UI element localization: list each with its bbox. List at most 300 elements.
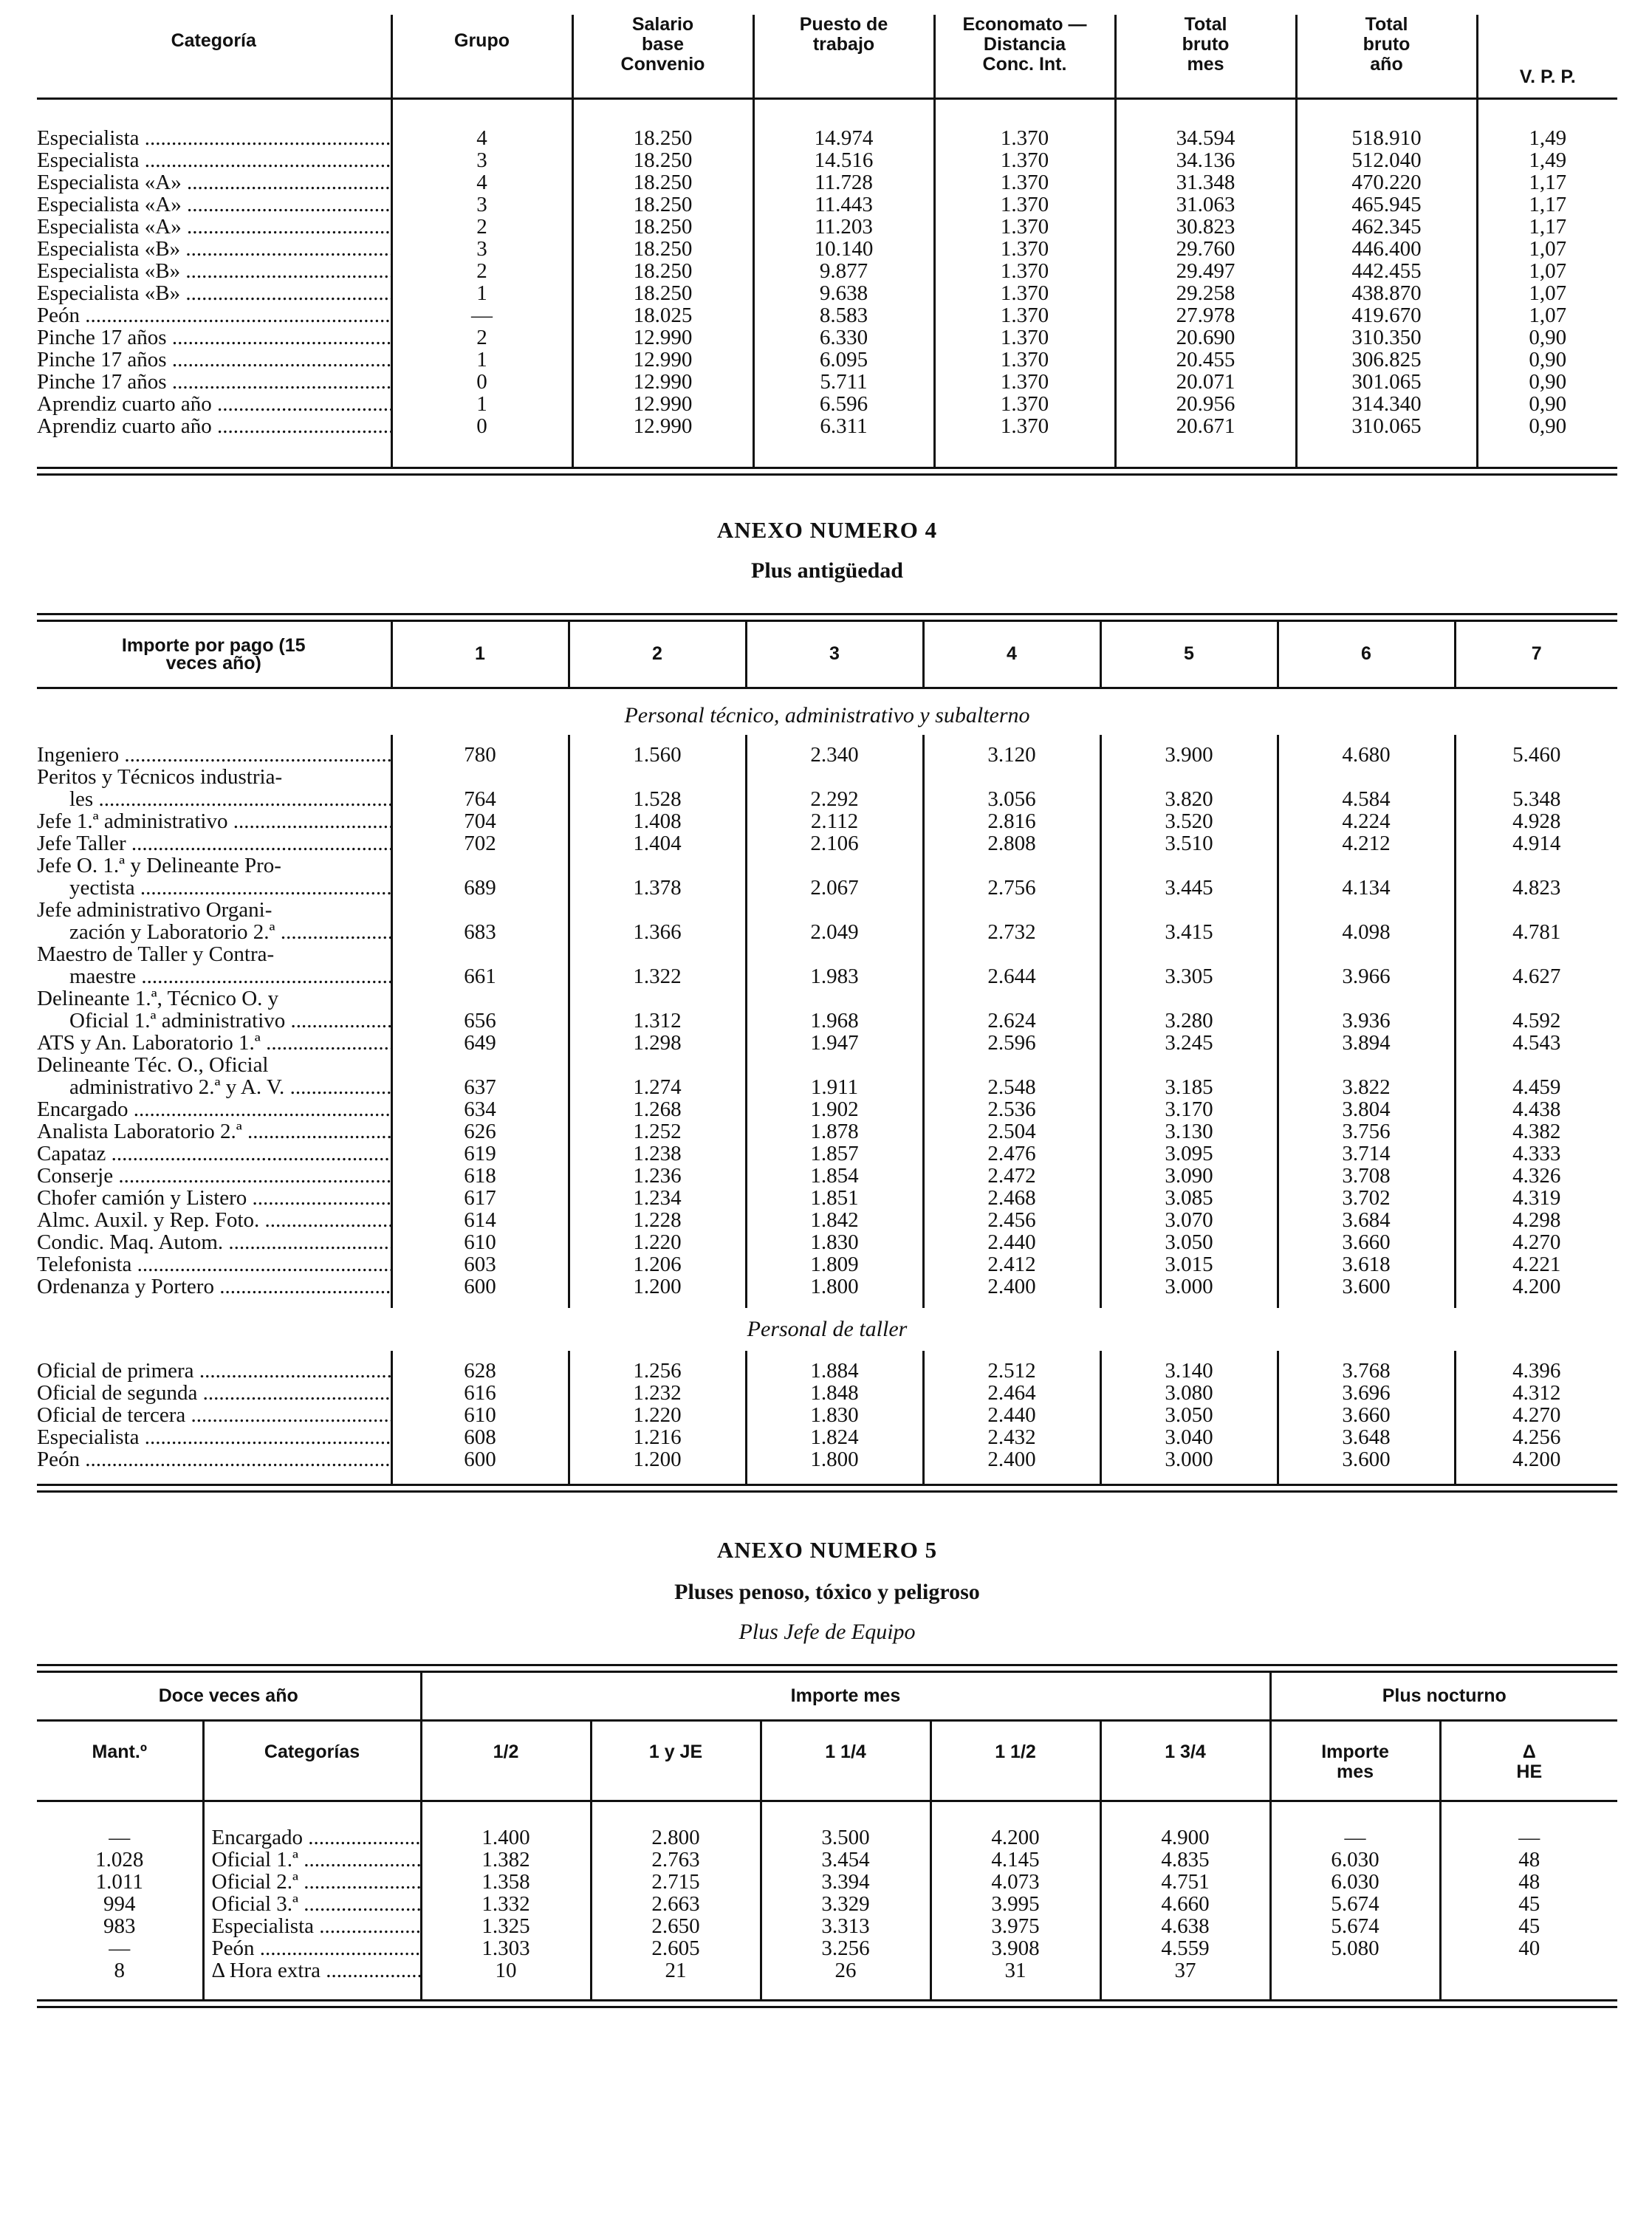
value-cell: 1.528 — [569, 788, 746, 810]
table-row-continuation — [37, 965, 1617, 987]
value-cell: 3.130 — [1100, 1120, 1278, 1143]
value-cell: 2.456 — [923, 1209, 1100, 1231]
seniority-header — [37, 622, 1617, 687]
value-cell: 2.763 — [591, 1849, 761, 1871]
value-cell: 4.145 — [930, 1849, 1100, 1871]
value-cell: 40 — [1440, 1937, 1617, 1959]
value-cell — [1100, 766, 1278, 788]
salary-table-body — [37, 127, 1617, 437]
value-cell: 1.370 — [934, 260, 1115, 282]
category-cell: Especialista ..... — [37, 149, 391, 171]
value-cell: 2 — [391, 326, 572, 349]
table-row-continuation — [37, 877, 1617, 899]
value-cell: 11.728 — [753, 171, 934, 194]
value-cell: 1.830 — [746, 1404, 923, 1426]
category-cell: Ingeniero ..... — [37, 744, 391, 766]
value-cell: — — [109, 1825, 131, 1849]
value-cell: 1 — [391, 349, 572, 371]
value-cell — [746, 899, 923, 921]
value-cell: 4.584 — [1278, 788, 1455, 810]
value-cell: 5.348 — [1455, 788, 1617, 810]
value-cell: 661 — [391, 965, 569, 987]
value-cell: 10.140 — [753, 238, 934, 260]
value-cell: 20.690 — [1115, 326, 1296, 349]
value-cell: 3.975 — [930, 1915, 1100, 1937]
col-importe-mes — [1270, 1720, 1440, 1800]
value-cell: 3.313 — [761, 1915, 930, 1937]
value-cell: 4.298 — [1455, 1209, 1617, 1231]
value-cell: 4.312 — [1455, 1382, 1617, 1404]
value-cell: 1.851 — [746, 1187, 923, 1209]
category-cell: Especialista «A» ..... — [37, 194, 391, 216]
value-cell: 12.990 — [572, 326, 753, 349]
table-row — [37, 216, 1617, 238]
value-cell: 3.894 — [1278, 1032, 1455, 1054]
value-cell: 3.015 — [1100, 1253, 1278, 1275]
value-cell: 600 — [391, 1275, 569, 1298]
value-cell: 1.298 — [569, 1032, 746, 1054]
value-cell: 3.080 — [1100, 1382, 1278, 1404]
value-cell: 306.825 — [1296, 349, 1477, 371]
value-cell: 4.270 — [1455, 1231, 1617, 1253]
col-6: 6 — [1278, 622, 1455, 687]
col-importe-label: Importe por pago (15 veces año) — [121, 634, 306, 674]
value-cell: 4.319 — [1455, 1187, 1617, 1209]
value-cell: 3.305 — [1100, 965, 1278, 987]
value-cell: 8 — [114, 1958, 125, 1982]
value-cell: 48 — [1440, 1849, 1617, 1871]
category-cell: Condic. Maq. Autom. ..... — [37, 1231, 391, 1253]
value-cell: 1.370 — [934, 127, 1115, 149]
table-row — [37, 1382, 1617, 1404]
value-cell: 1.370 — [934, 393, 1115, 415]
category-cell: administrativo 2.ª y A. V. ..... — [37, 1076, 391, 1098]
value-cell: 1.238 — [569, 1143, 746, 1165]
value-cell: 18.250 — [572, 216, 753, 238]
value-cell: 2.112 — [746, 810, 923, 832]
value-cell: 626 — [391, 1120, 569, 1143]
value-cell — [391, 943, 569, 965]
double-rule — [37, 1484, 1617, 1493]
value-cell: 2.432 — [923, 1426, 1100, 1448]
value-cell: 603 — [391, 1253, 569, 1275]
value-cell: 683 — [391, 921, 569, 943]
value-cell: 3.820 — [1100, 788, 1278, 810]
value-cell: 4.382 — [1455, 1120, 1617, 1143]
table-row — [37, 127, 1617, 149]
value-cell: 0,90 — [1477, 393, 1617, 415]
table-row — [37, 1231, 1617, 1253]
value-cell: 310.065 — [1296, 415, 1477, 437]
category-cell: maestre ..... — [37, 965, 391, 987]
value-cell: 1,07 — [1477, 238, 1617, 260]
value-cell — [1455, 899, 1617, 921]
table-row — [37, 1849, 1617, 1871]
table-row — [37, 1253, 1617, 1275]
value-cell: 4.914 — [1455, 832, 1617, 855]
value-cell: 3.696 — [1278, 1382, 1455, 1404]
table-row — [37, 1165, 1617, 1187]
value-cell: 2.440 — [923, 1231, 1100, 1253]
category-cell: Jefe Taller ..... — [37, 832, 391, 855]
value-cell: 3.256 — [761, 1937, 930, 1959]
value-cell: 4 — [391, 127, 572, 149]
col-puesto-label: Puesto de trabajo — [799, 14, 888, 55]
value-cell: 518.910 — [1296, 127, 1477, 149]
value-cell: 4.751 — [1100, 1871, 1270, 1893]
table-row — [37, 1448, 1617, 1470]
value-cell: 1.234 — [569, 1187, 746, 1209]
value-cell: 26 — [761, 1959, 930, 1982]
value-cell: 1.256 — [569, 1360, 746, 1382]
value-cell: 764 — [391, 788, 569, 810]
value-cell: 310.350 — [1296, 326, 1477, 349]
table-row — [37, 832, 1617, 855]
category-cell: Oficial 1.ª ..... — [203, 1849, 421, 1871]
value-cell: 1,17 — [1477, 171, 1617, 194]
value-cell: 1.228 — [569, 1209, 746, 1231]
value-cell: 2.468 — [923, 1187, 1100, 1209]
section-workshop-label: Personal de taller — [747, 1317, 908, 1341]
value-cell: 2.715 — [591, 1871, 761, 1893]
value-cell: 704 — [391, 810, 569, 832]
value-cell: 1,17 — [1477, 194, 1617, 216]
value-cell: 4.835 — [1100, 1849, 1270, 1871]
value-cell: 29.497 — [1115, 260, 1296, 282]
col-4: 4 — [923, 622, 1100, 687]
value-cell: 2.663 — [591, 1893, 761, 1915]
document-page — [37, 15, 1617, 2008]
value-cell: 2.400 — [923, 1448, 1100, 1470]
value-cell: 610 — [391, 1404, 569, 1426]
value-cell: 649 — [391, 1032, 569, 1054]
category-cell: Ordenanza y Portero ..... — [37, 1275, 391, 1298]
col-total-mes — [1115, 15, 1296, 97]
value-cell: 2 — [391, 260, 572, 282]
value-cell: 18.025 — [572, 304, 753, 326]
value-cell: 2.049 — [746, 921, 923, 943]
category-cell: Almc. Auxil. y Rep. Foto. ..... — [37, 1209, 391, 1231]
value-cell: 4.326 — [1455, 1165, 1617, 1187]
col-1: 1 — [391, 622, 569, 687]
value-cell — [569, 766, 746, 788]
value-cell: 1.274 — [569, 1076, 746, 1098]
value-cell — [569, 899, 746, 921]
hazard-group-header — [37, 1673, 1617, 1720]
category-cell: Especialista «A» ..... — [37, 216, 391, 238]
value-cell: 1.325 — [421, 1915, 591, 1937]
table-row — [37, 744, 1617, 766]
value-cell: 34.594 — [1115, 127, 1296, 149]
value-cell: 1.220 — [569, 1404, 746, 1426]
value-cell: 628 — [391, 1360, 569, 1382]
value-cell — [1100, 855, 1278, 877]
value-cell — [923, 1054, 1100, 1076]
col-salario — [572, 15, 753, 97]
col-mant: Mant.º — [92, 1741, 147, 1762]
value-cell: 446.400 — [1296, 238, 1477, 260]
category-cell: Delineante 1.ª, Técnico O. y — [37, 987, 279, 1010]
col-economato — [934, 15, 1115, 97]
value-cell: 2.605 — [591, 1937, 761, 1959]
col-categorias: Categorías — [203, 1720, 421, 1800]
col-grupo: Grupo — [391, 15, 572, 97]
value-cell: 1.220 — [569, 1231, 746, 1253]
value-cell: 314.340 — [1296, 393, 1477, 415]
value-cell: 20.956 — [1115, 393, 1296, 415]
category-cell: Jefe O. 1.ª y Delineante Pro- — [37, 854, 281, 877]
value-cell — [923, 855, 1100, 877]
col-puesto — [753, 15, 934, 97]
category-cell: zación y Laboratorio 2.ª ..... — [37, 921, 391, 943]
value-cell: 20.455 — [1115, 349, 1296, 371]
table-row — [37, 415, 1617, 437]
category-cell: Especialista «B» ..... — [37, 260, 391, 282]
double-rule — [37, 613, 1617, 622]
value-cell: 9.877 — [753, 260, 934, 282]
value-cell: 3.756 — [1278, 1120, 1455, 1143]
value-cell: 1.028 — [95, 1847, 144, 1871]
value-cell — [923, 987, 1100, 1010]
value-cell: 1.408 — [569, 810, 746, 832]
value-cell: 1.312 — [569, 1010, 746, 1032]
value-cell — [746, 766, 923, 788]
value-cell: 1.252 — [569, 1120, 746, 1143]
col-importe-mes-label: Importe mes — [1321, 1741, 1389, 1782]
value-cell — [1455, 766, 1617, 788]
value-cell — [1278, 1054, 1455, 1076]
value-cell: — — [109, 1936, 131, 1960]
value-cell — [1100, 943, 1278, 965]
value-cell: 3.070 — [1100, 1209, 1278, 1231]
col-delta-he-label: Δ HE — [1516, 1741, 1543, 1782]
value-cell: 3.394 — [761, 1871, 930, 1893]
value-cell: 31.063 — [1115, 194, 1296, 216]
value-cell: 2.512 — [923, 1360, 1100, 1382]
value-cell: 2.596 — [923, 1032, 1100, 1054]
value-cell — [569, 943, 746, 965]
value-cell — [923, 766, 1100, 788]
annex4-subtitle: Plus antigüedad — [751, 558, 903, 583]
category-cell: Conserje ..... — [37, 1165, 391, 1187]
value-cell: 301.065 — [1296, 371, 1477, 393]
value-cell: 4.200 — [930, 1826, 1100, 1849]
value-cell: 12.990 — [572, 349, 753, 371]
value-cell: 0,90 — [1477, 415, 1617, 437]
value-cell: 48 — [1440, 1871, 1617, 1893]
value-cell: 18.250 — [572, 127, 753, 149]
value-cell: 3.510 — [1100, 832, 1278, 855]
value-cell: — — [391, 304, 572, 326]
value-cell: 1.011 — [95, 1869, 143, 1894]
table-row — [37, 1143, 1617, 1165]
category-cell: Oficial de segunda ..... — [37, 1382, 391, 1404]
value-cell: 3.085 — [1100, 1187, 1278, 1209]
value-cell: 1 — [391, 393, 572, 415]
value-cell: 6.311 — [753, 415, 934, 437]
value-cell: 1.983 — [746, 965, 923, 987]
value-cell — [569, 855, 746, 877]
value-cell: 1.200 — [569, 1275, 746, 1298]
value-cell: 1.947 — [746, 1032, 923, 1054]
category-cell: Especialista ..... — [203, 1915, 421, 1937]
value-cell — [1100, 899, 1278, 921]
value-cell: 1.400 — [421, 1826, 591, 1849]
table-row — [37, 260, 1617, 282]
category-cell: Especialista «B» ..... — [37, 238, 391, 260]
value-cell: 5.080 — [1270, 1937, 1440, 1959]
value-cell: 4.781 — [1455, 921, 1617, 943]
col-vpp: V. P. P. — [1477, 15, 1617, 97]
value-cell: 0,90 — [1477, 371, 1617, 393]
value-cell: 2.548 — [923, 1076, 1100, 1098]
value-cell: 9.638 — [753, 282, 934, 304]
value-cell: 1.854 — [746, 1165, 923, 1187]
value-cell: 1,07 — [1477, 260, 1617, 282]
value-cell: 3.050 — [1100, 1231, 1278, 1253]
value-cell: 3.660 — [1278, 1404, 1455, 1426]
value-cell: 1,07 — [1477, 282, 1617, 304]
value-cell: 2.624 — [923, 1010, 1100, 1032]
value-cell: 12.990 — [572, 371, 753, 393]
table-row — [37, 943, 1617, 965]
table-row — [37, 1959, 1617, 1982]
value-cell: 4.200 — [1455, 1275, 1617, 1298]
value-cell: 20.671 — [1115, 415, 1296, 437]
value-cell: 0,90 — [1477, 326, 1617, 349]
category-cell: Pinche 17 años ..... — [37, 326, 391, 349]
annex5-title: ANEXO NUMERO 5 — [716, 1537, 938, 1563]
value-cell: 14.974 — [753, 127, 934, 149]
seniority-table — [37, 622, 1617, 1484]
value-cell: 3.140 — [1100, 1360, 1278, 1382]
value-cell: 994 — [103, 1891, 136, 1916]
value-cell: 4.224 — [1278, 810, 1455, 832]
value-cell: 512.040 — [1296, 149, 1477, 171]
value-cell: 3.618 — [1278, 1253, 1455, 1275]
value-cell: 3.708 — [1278, 1165, 1455, 1187]
value-cell: 1.857 — [746, 1143, 923, 1165]
value-cell: 4 — [391, 171, 572, 194]
value-cell: 3.245 — [1100, 1032, 1278, 1054]
hazard-table — [37, 1673, 1617, 1999]
value-cell — [1278, 855, 1455, 877]
value-cell: 1.332 — [421, 1893, 591, 1915]
category-cell: Telefonista ..... — [37, 1253, 391, 1275]
value-cell: 3 — [391, 149, 572, 171]
value-cell: 5.674 — [1270, 1893, 1440, 1915]
section-workshop — [37, 1308, 1617, 1351]
value-cell: 3.280 — [1100, 1010, 1278, 1032]
category-cell: Peón ..... — [37, 304, 391, 326]
value-cell: 2.536 — [923, 1098, 1100, 1120]
value-cell: 27.978 — [1115, 304, 1296, 326]
value-cell: 1,49 — [1477, 127, 1617, 149]
value-cell: 2.816 — [923, 810, 1100, 832]
category-cell: Pinche 17 años ..... — [37, 371, 391, 393]
table-row — [37, 1209, 1617, 1231]
table-row — [37, 1893, 1617, 1915]
value-cell: 1.370 — [934, 371, 1115, 393]
value-cell: 600 — [391, 1448, 569, 1470]
table-row — [37, 855, 1617, 877]
table-row — [37, 238, 1617, 260]
value-cell: 3.170 — [1100, 1098, 1278, 1120]
value-cell: 4.134 — [1278, 877, 1455, 899]
category-cell: Oficial 1.ª administrativo ..... — [37, 1010, 391, 1032]
value-cell: 442.455 — [1296, 260, 1477, 282]
value-cell: 780 — [391, 744, 569, 766]
table-row — [37, 171, 1617, 194]
col-total-ano-label: Total bruto año — [1363, 14, 1411, 75]
section-technical-label: Personal técnico, administrativo y subalterno — [624, 702, 1030, 727]
table-row — [37, 1937, 1617, 1959]
group-nocturno: Plus nocturno — [1270, 1673, 1617, 1720]
category-cell: yectista ..... — [37, 877, 391, 899]
annex5-subtitle: Pluses penoso, tóxico y peligroso — [674, 1580, 980, 1604]
col-salario-label: Salario base Convenio — [620, 14, 705, 75]
value-cell: 6.330 — [753, 326, 934, 349]
value-cell: 1.370 — [934, 349, 1115, 371]
value-cell — [1440, 1959, 1617, 1982]
value-cell: 1.370 — [934, 194, 1115, 216]
value-cell — [569, 987, 746, 1010]
value-cell: 4.459 — [1455, 1076, 1617, 1098]
value-cell: 614 — [391, 1209, 569, 1231]
value-cell: 12.990 — [572, 393, 753, 415]
value-cell: 2.472 — [923, 1165, 1100, 1187]
value-cell: 18.250 — [572, 194, 753, 216]
value-cell: 617 — [391, 1187, 569, 1209]
table-row — [37, 1120, 1617, 1143]
category-cell: Analista Laboratorio 2.ª ..... — [37, 1120, 391, 1143]
value-cell: 4.212 — [1278, 832, 1455, 855]
value-cell: 1.370 — [934, 216, 1115, 238]
value-cell: 1.902 — [746, 1098, 923, 1120]
value-cell: 1.382 — [421, 1849, 591, 1871]
category-cell: Jefe administrativo Organi- — [37, 898, 273, 922]
value-cell — [1455, 1054, 1617, 1076]
value-cell — [1100, 987, 1278, 1010]
value-cell: 1.236 — [569, 1165, 746, 1187]
value-cell: 3.520 — [1100, 810, 1278, 832]
category-cell: Oficial de tercera ..... — [37, 1404, 391, 1426]
col-economato-label: Economato — Distancia Conc. Int. — [962, 14, 1087, 75]
value-cell: 4.073 — [930, 1871, 1100, 1893]
value-cell: 4.438 — [1455, 1098, 1617, 1120]
category-cell: Especialista «B» ..... — [37, 282, 391, 304]
value-cell: — — [1440, 1826, 1617, 1849]
value-cell: 634 — [391, 1098, 569, 1120]
value-cell — [391, 899, 569, 921]
value-cell: 4.627 — [1455, 965, 1617, 987]
table-row-continuation — [37, 1010, 1617, 1032]
section-technical — [37, 688, 1617, 735]
table-row — [37, 304, 1617, 326]
value-cell: 4.928 — [1455, 810, 1617, 832]
table-row — [37, 1871, 1617, 1893]
value-cell: 2.106 — [746, 832, 923, 855]
col-7: 7 — [1455, 622, 1617, 687]
value-cell: 12.990 — [572, 415, 753, 437]
value-cell: 3.000 — [1100, 1275, 1278, 1298]
value-cell: 3.648 — [1278, 1426, 1455, 1448]
value-cell: 11.443 — [753, 194, 934, 216]
value-cell: 1.370 — [934, 415, 1115, 437]
table-row — [37, 326, 1617, 349]
seniority-body-workshop — [37, 1360, 1617, 1470]
value-cell: 1.206 — [569, 1253, 746, 1275]
